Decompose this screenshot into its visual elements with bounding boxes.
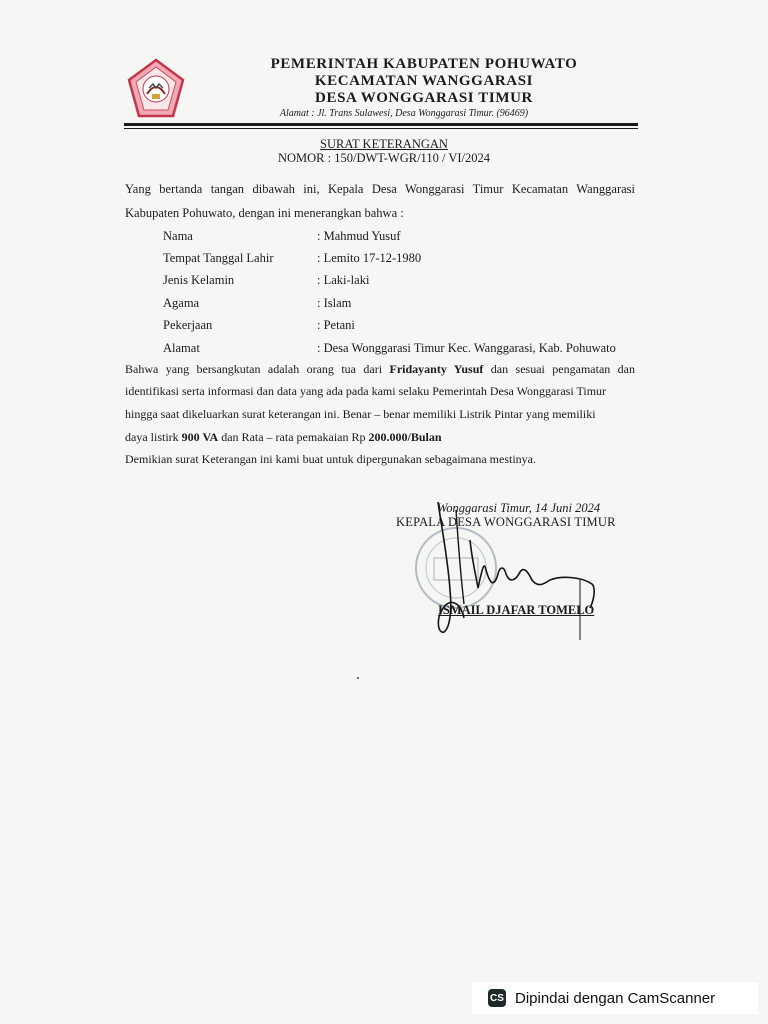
kop-address: Alamat : Jl. Trans Sulawesi, Desa Wonggarasi Timur. (96469) [279,108,529,119]
identity-row-occupation [163,318,643,336]
identity-value: : Mahmud Yusuf [317,229,401,243]
letter-number: NOMOR : 150/DWT-WGR/110 / VI/2024 [277,151,491,165]
identity-row-gender [163,273,643,291]
opening-line-1: Yang bertanda tangan dibawah ini, Kepala Desa Wonggarasi Timur Kecamatan Wanggarasi [125,182,635,196]
identity-value: : Islam [317,296,352,310]
identity-row-address [163,341,643,359]
identity-label: Jenis Kelamin [163,273,235,287]
signature-place-date: Wonggarasi Timur, 14 Juni 2024 [437,501,601,515]
opening-line-2: Kabupaten Pohuwato, dengan ini menerangkan bahwa : [125,206,404,220]
identity-row-name [163,229,643,247]
scan-speck [357,677,359,679]
identity-value: : Desa Wonggarasi Timur Kec. Wanggarasi, Kab. Pohuwato [317,341,616,355]
camscanner-label: Dipindai dengan CamScanner [515,989,716,1007]
child-name: Fridayanty Yusuf [389,362,484,376]
identity-value: : Petani [317,318,355,332]
signature-title: KEPALA DESA WONGGARASI TIMUR [396,515,616,529]
body-line-2: identifikasi serta informasi dan data yang ada pada kami selaku Pemerintah Desa Wonggarasi Timur [125,384,607,398]
body-line-1: Bahwa yang bersangkutan adalah orang tua dari Fridayanty Yusuf dan sesuai pengamatan dan [125,362,636,376]
identity-value: : Lemito 17-12-1980 [317,251,422,265]
identity-row-birth [163,251,643,269]
identity-label: Agama [163,296,200,310]
body-line-4: daya listirk 900 VA dan Rata – rata pemakaian Rp 200.000/Bulan [125,430,442,444]
kop-government: PEMERINTAH KABUPATEN POHUWATO [270,56,578,72]
kop-village: DESA WONGGARASI TIMUR [315,90,533,106]
identity-value: : Laki-laki [317,273,370,287]
identity-label: Alamat [163,341,200,355]
handwritten-signature-icon [420,500,610,640]
header-divider-thin [124,128,638,129]
identity-row-religion [163,296,643,314]
camscanner-watermark [472,982,758,1014]
camscanner-logo-icon: CS [488,989,506,1007]
kop-district: KECAMATAN WANGGARASI [314,73,534,89]
identity-label: Pekerjaan [163,318,213,332]
body-line-3: hingga saat dikeluarkan surat keterangan ini. Benar – benar memiliki Listrik Pintar yang memiliki [125,407,596,421]
letter-title: SURAT KETERANGAN [320,137,448,151]
closing-line: Demikian surat Keterangan ini kami buat untuk dipergunakan sebagaimana mestinya. [125,452,536,466]
identity-label: Tempat Tanggal Lahir [163,251,274,265]
header-divider-thick [124,123,638,126]
identity-label: Nama [163,229,193,243]
monthly-usage: 200.000/Bulan [368,430,442,444]
power-capacity: 900 VA [181,430,219,444]
signatory-name: ISMAIL DJAFAR TOMELO [438,603,595,617]
